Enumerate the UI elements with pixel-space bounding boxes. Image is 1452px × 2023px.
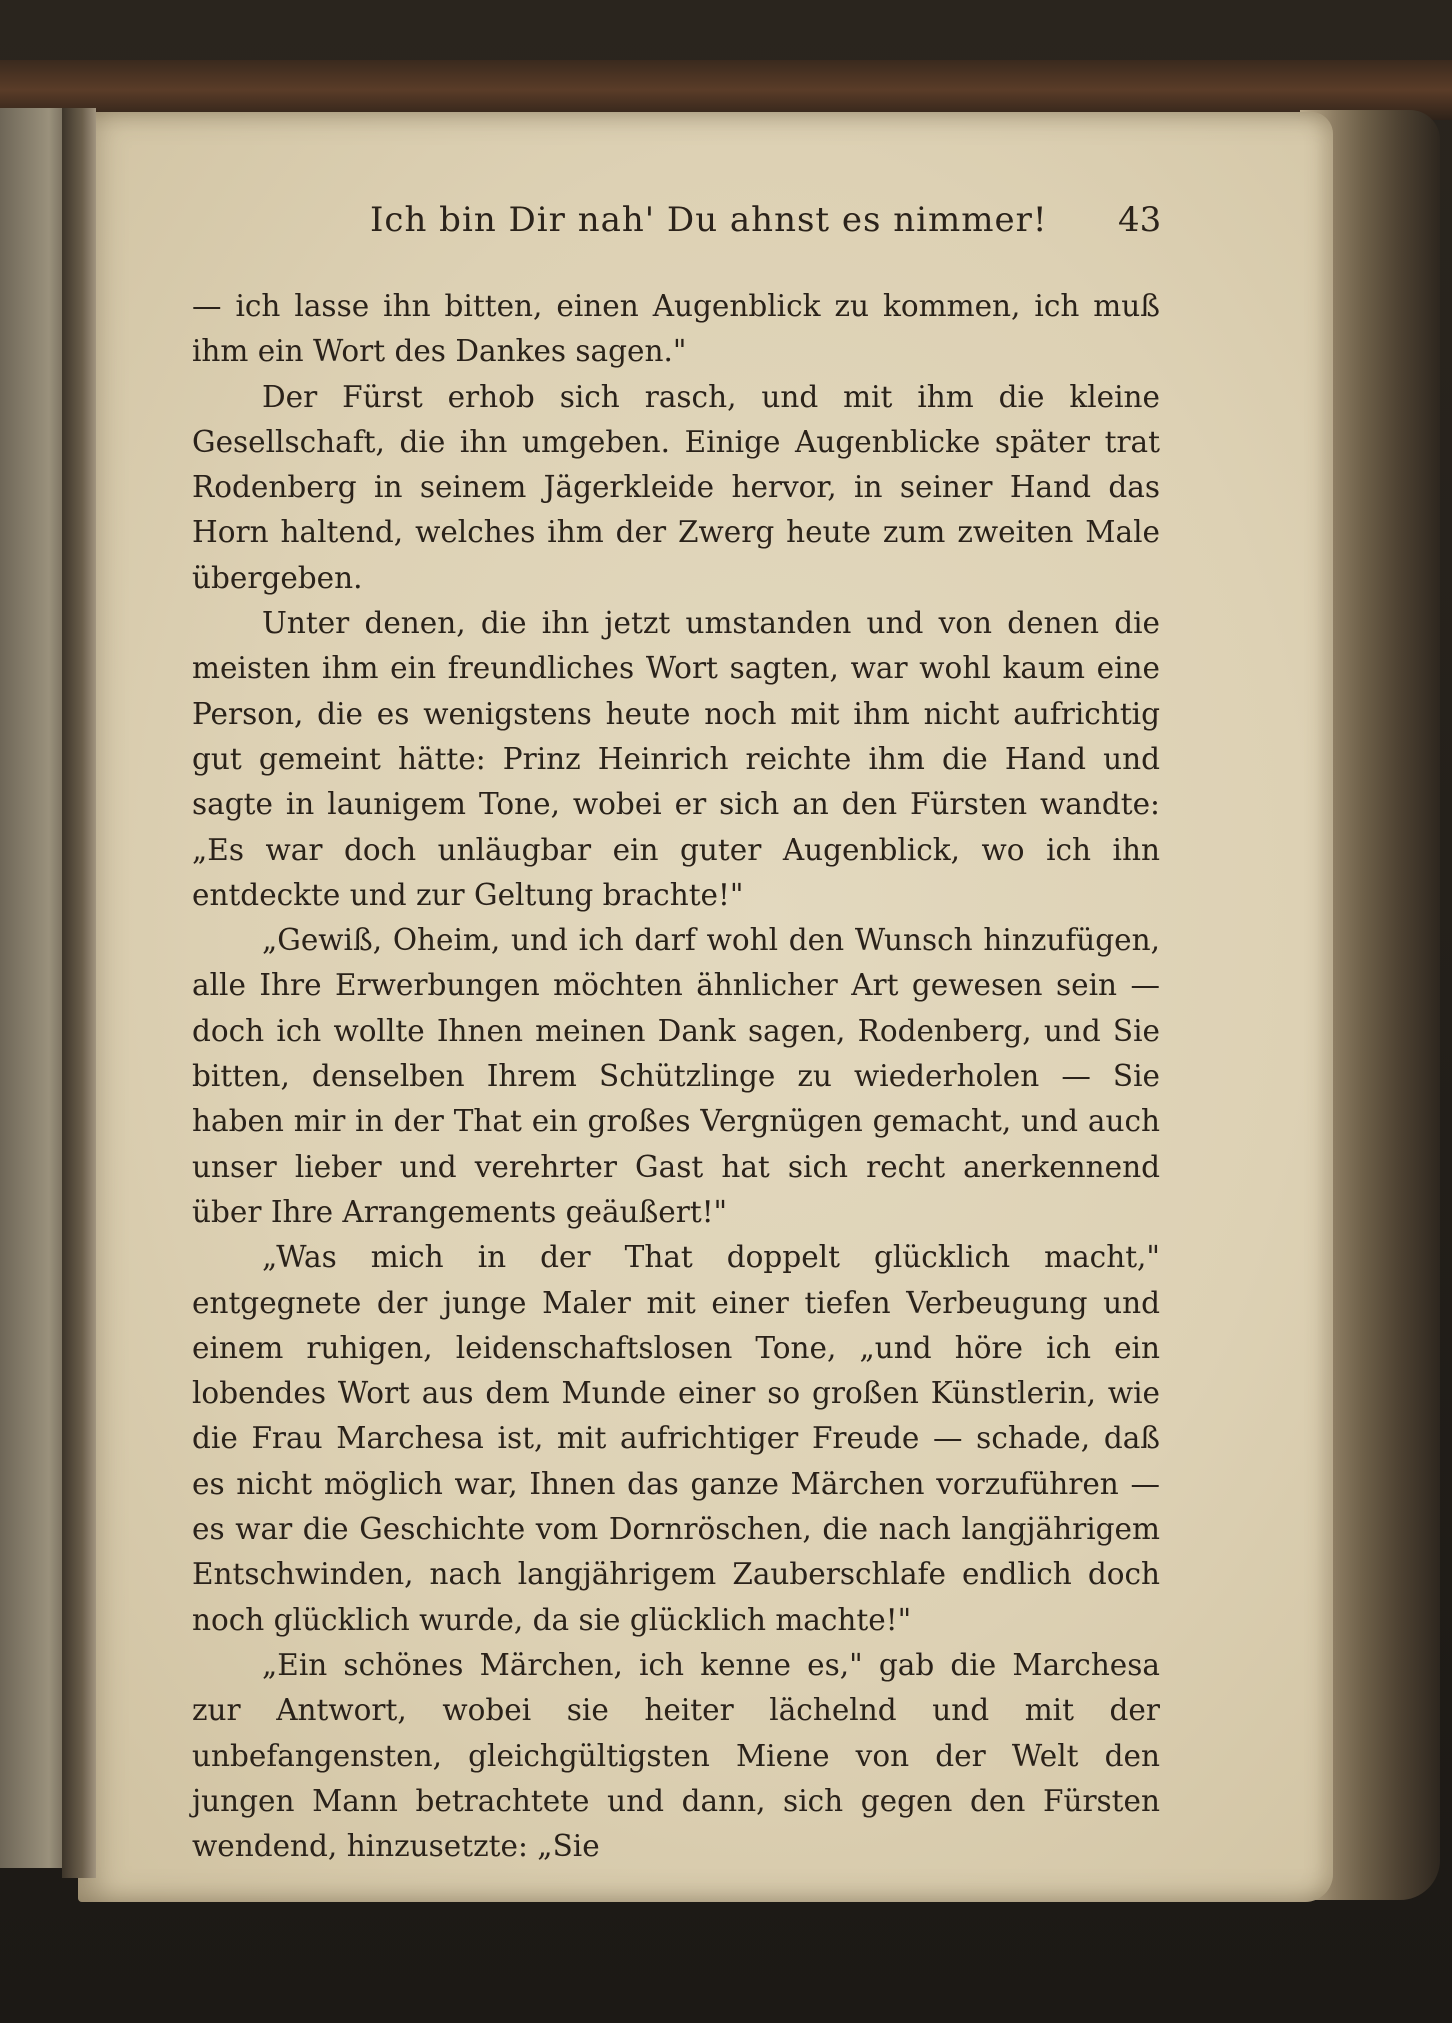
paragraph: „Gewiß, Oheim, und ich darf wohl den Wunsch hinzufügen, alle Ihre Erwerbungen möchten ähnlicher Art gewesen sein — doch ich wollte Ihnen meinen Dank sagen, Rodenberg, und Sie bitten, denselben Ihrem Schützlinge zu wiederholen — Sie haben mir in der That ein großes Vergnügen gemacht, und auch unser lieber und verehrter Gast hat sich recht anerkennend über Ihre Arrangements geäußert!" — [192, 923, 1160, 1229]
book-gutter — [62, 108, 96, 1878]
running-title: Ich bin Dir nah' Du ahnst es nimmer! — [370, 200, 1048, 240]
paragraph: „Was mich in der That doppelt glücklich macht," entgegnete der junge Maler mit einer tiefen Verbeugung und einem ruhigen, leidenschaftslosen Tone, „und höre ich ein lobendes Wort aus dem Munde einer so großen Künstlerin, wie die Frau Marchesa ist, mit aufrichtiger Freude — schade, daß es nicht möglich war, Ihnen das ganze Märchen vorzuführen — es war die Geschichte vom Dornröschen, die nach langjährigem Entschwinden, nach langjährigem Zauberschlafe endlich doch noch glücklich wurde, da sie glücklich machte!" — [192, 1240, 1160, 1637]
paragraph: Unter denen, die ihn jetzt umstanden und von denen die meisten ihm ein freundliches Wort sagten, war wohl kaum eine Person, die es wenigstens heute noch mit ihm nicht aufrichtig gut gemeint hätte: Prinz Heinrich reichte ihm die Hand und sagte in launigem Tone, wobei er sich an den Fürsten wandte: „Es war doch unläugbar ein guter Augenblick, wo ich ihn entdeckte und zur Geltung brachte!" — [192, 606, 1160, 912]
body-text — [192, 284, 1160, 1869]
paragraph: — ich lasse ihn bitten, einen Augenblick zu kommen, ich muß ihm ein Wort des Dankes sagen." — [192, 289, 1160, 369]
paragraph: Der Fürst erhob sich rasch, und mit ihm die kleine Gesellschaft, die ihn umgeben. Einige Augenblicke später trat Rodenberg in seinem Jägerkleide hervor, in seiner Hand das Horn haltend, welches ihm der Zwerg heute zum zweiten Male übergeben. — [192, 379, 1160, 595]
paragraph: „Ein schönes Märchen, ich kenne es," gab die Marchesa zur Antwort, wobei sie heiter lächelnd und mit der unbefangensten, gleichgültigsten Miene von der Welt den jungen Mann betrachtete und dann, sich gegen den Fürsten wendend, hinzusetzte: „Sie — [192, 1647, 1160, 1864]
book-cover-edge — [0, 60, 1452, 120]
left-page-edge — [0, 108, 70, 1868]
page-number: 43 — [1118, 200, 1162, 240]
